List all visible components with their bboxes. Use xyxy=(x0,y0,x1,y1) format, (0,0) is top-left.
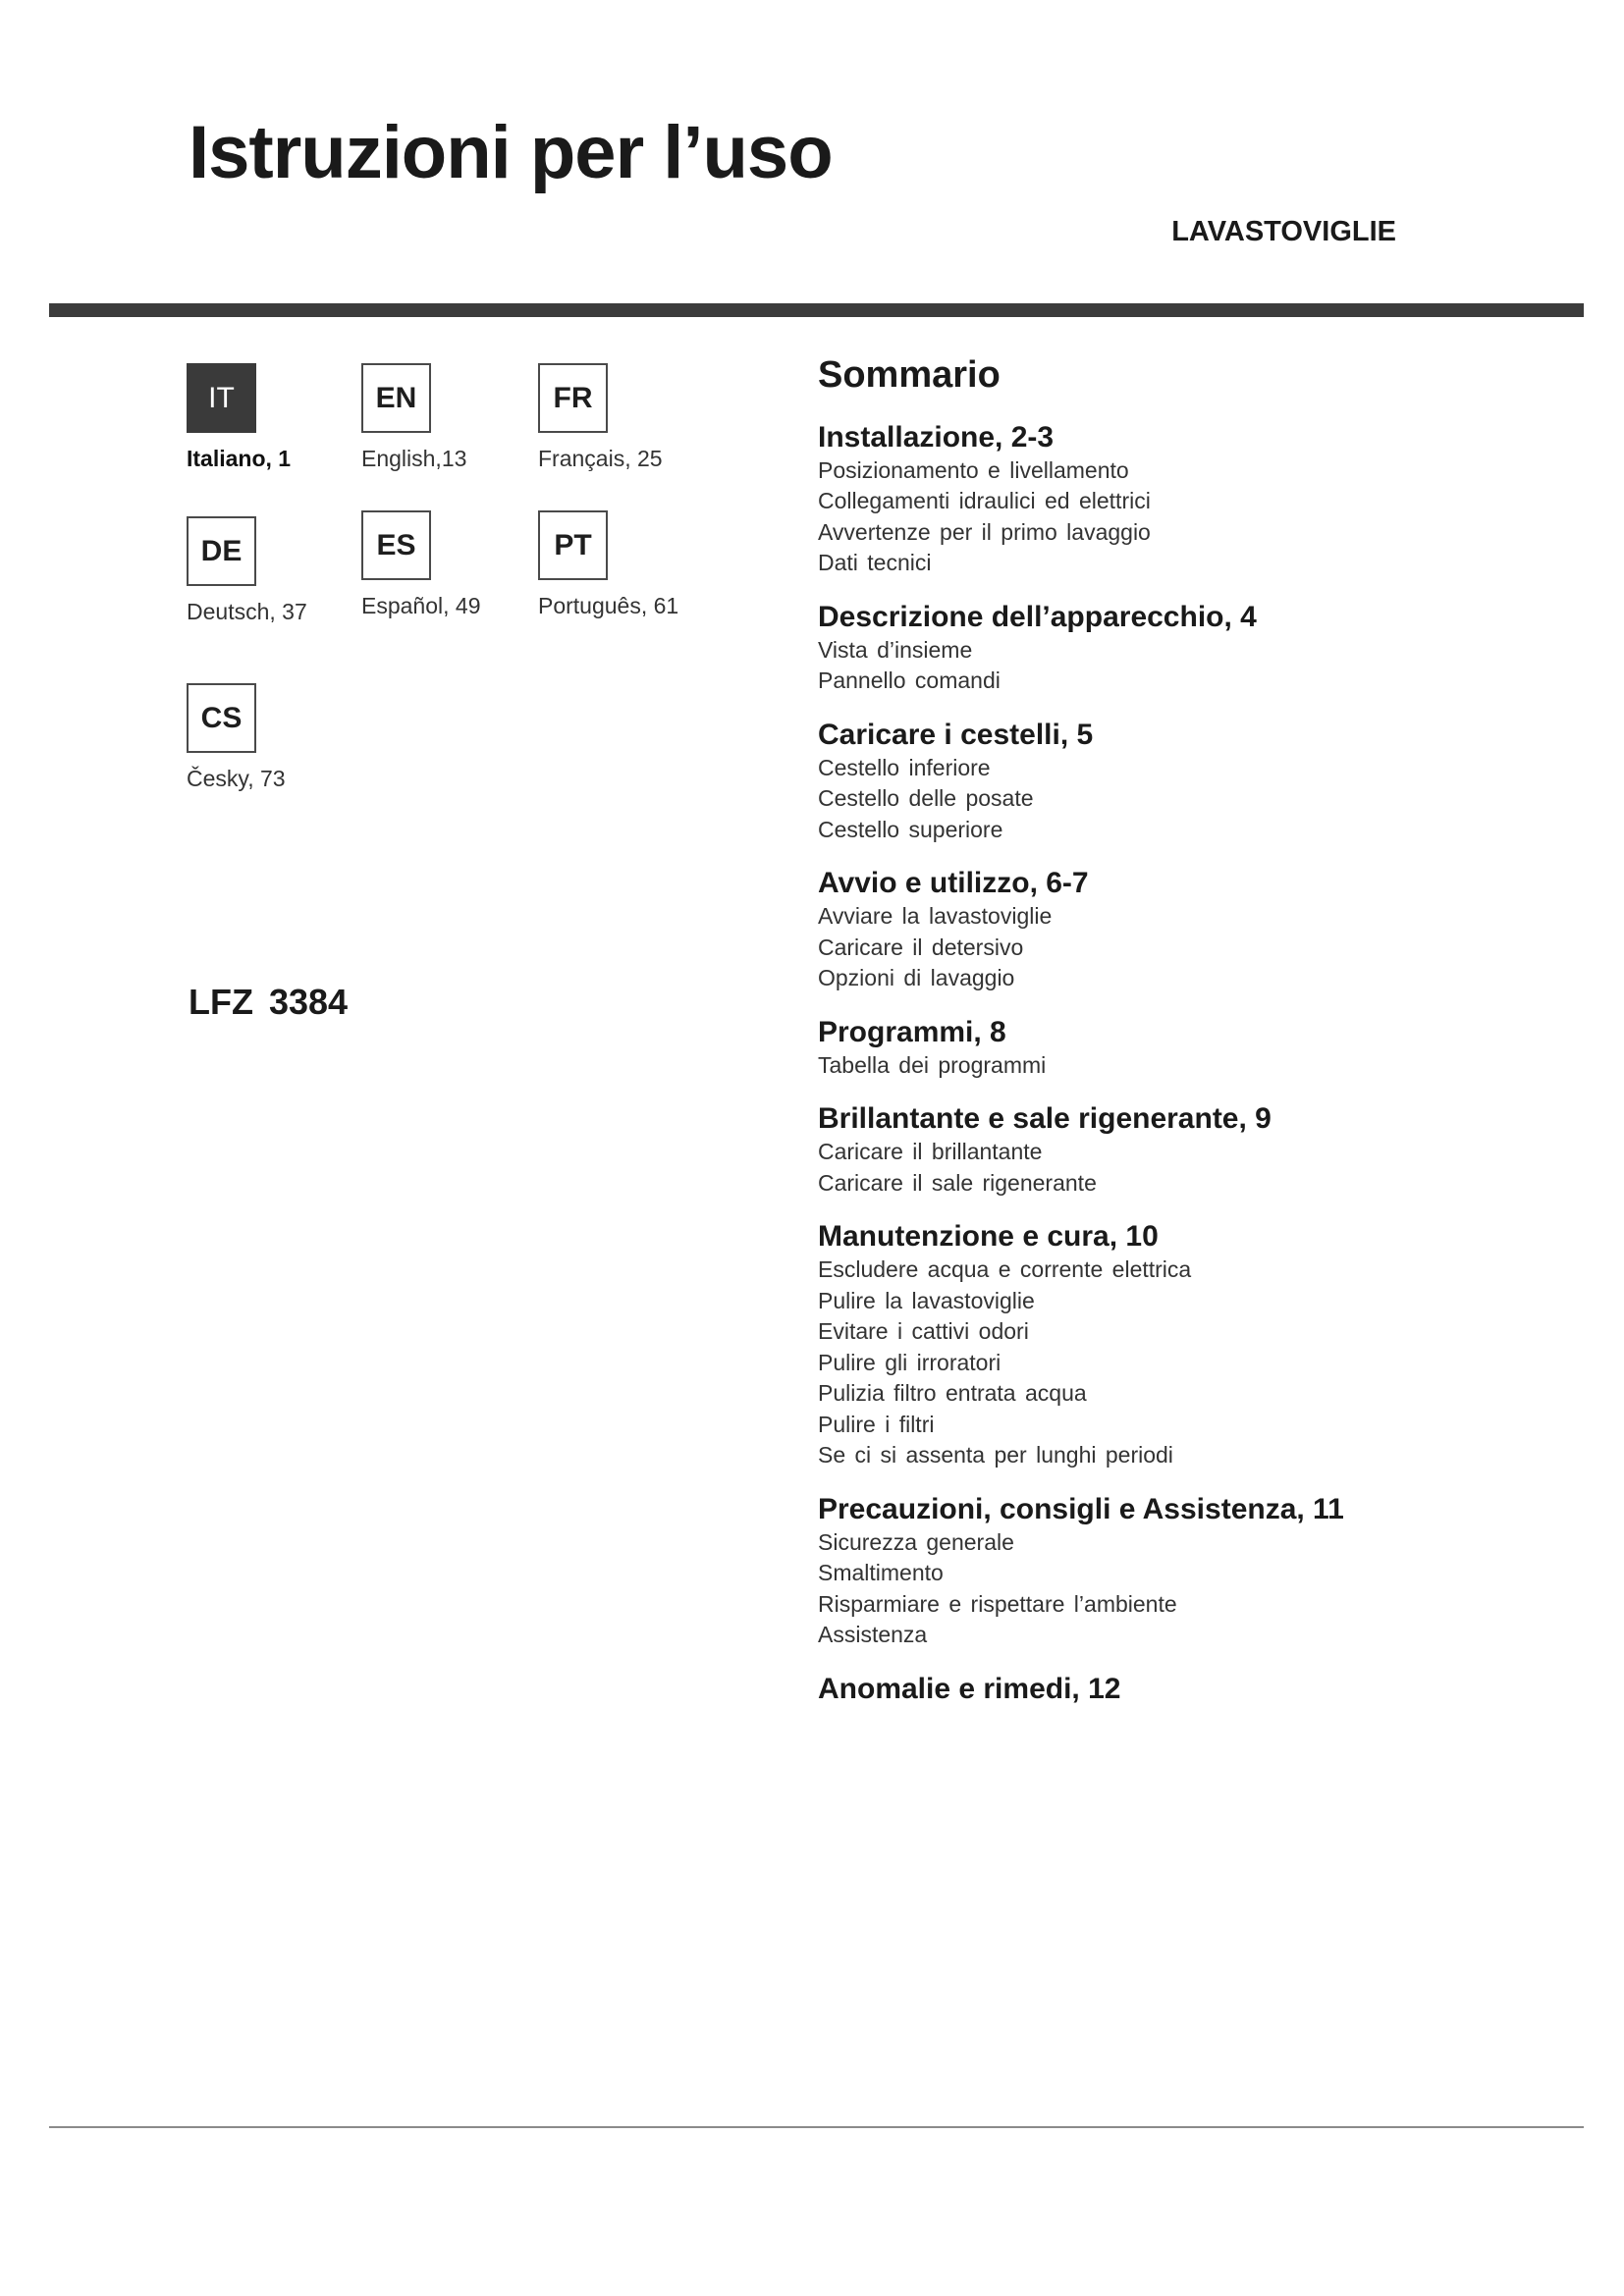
language-code-fr[interactable]: FR xyxy=(538,363,608,433)
toc-heading: Sommario xyxy=(818,354,1001,396)
language-cs[interactable] xyxy=(187,683,286,792)
toc-item[interactable]: Caricare il sale rigenerante xyxy=(818,1169,1097,1196)
toc-item[interactable]: Cestello delle posate xyxy=(818,785,1034,812)
toc-section xyxy=(818,1015,1505,1082)
language-de[interactable] xyxy=(187,516,307,625)
language-code-it[interactable]: IT xyxy=(187,363,256,433)
toc-item[interactable]: Assistenza xyxy=(818,1622,928,1648)
toc-item[interactable]: Smaltimento xyxy=(818,1560,944,1586)
toc-section-title[interactable]: Precauzioni, consigli e Assistenza, 11 xyxy=(818,1492,1344,1525)
page-title: Istruzioni per l’uso xyxy=(189,111,833,194)
toc-section xyxy=(818,866,1505,994)
toc-section-title[interactable]: Programmi, 8 xyxy=(818,1015,1006,1048)
language-en[interactable] xyxy=(361,363,466,472)
toc-item[interactable]: Evitare i cattivi odori xyxy=(818,1318,1029,1345)
table-of-contents xyxy=(818,355,1505,1728)
toc-section-title[interactable]: Caricare i cestelli, 5 xyxy=(818,718,1094,751)
language-code-en[interactable]: EN xyxy=(361,363,431,433)
language-code-de[interactable]: DE xyxy=(187,516,256,586)
toc-section xyxy=(818,1219,1505,1471)
toc-item[interactable]: Dati tecnici xyxy=(818,550,932,576)
toc-item[interactable]: Pulire gli irroratori xyxy=(818,1349,1001,1375)
toc-section xyxy=(818,718,1505,846)
toc-section-title[interactable]: Manutenzione e cura, 10 xyxy=(818,1220,1159,1254)
toc-item[interactable]: Escludere acqua e corrente elettrica xyxy=(818,1256,1192,1283)
toc-section-title[interactable]: Installazione, 2-3 xyxy=(818,420,1055,454)
toc-item[interactable]: Cestello superiore xyxy=(818,816,1003,842)
toc-section xyxy=(818,1101,1505,1199)
toc-section-title[interactable]: Anomalie e rimedi, 12 xyxy=(818,1672,1121,1705)
toc-item[interactable]: Collegamenti idraulici ed elettrici xyxy=(818,488,1151,514)
toc-item[interactable]: Risparmiare e rispettare l’ambiente xyxy=(818,1590,1177,1617)
toc-item[interactable]: Opzioni di lavaggio xyxy=(818,965,1015,991)
language-fr[interactable] xyxy=(538,363,663,472)
language-label-cs: Česky, 73 xyxy=(187,766,286,791)
toc-section-title[interactable]: Descrizione dell’apparecchio, 4 xyxy=(818,600,1257,633)
toc-section xyxy=(818,600,1505,697)
language-es[interactable] xyxy=(361,510,480,619)
toc-section-title[interactable]: Avvio e utilizzo, 6-7 xyxy=(818,867,1089,900)
toc-sections xyxy=(818,420,1505,1707)
toc-item[interactable]: Pulire i filtri xyxy=(818,1411,935,1437)
bottom-divider xyxy=(49,2126,1584,2128)
language-label-en: English,13 xyxy=(361,446,467,471)
toc-item[interactable]: Caricare il detersivo xyxy=(818,934,1024,960)
language-label-it: Italiano, 1 xyxy=(187,446,292,471)
language-label-de: Deutsch, 37 xyxy=(187,599,307,624)
language-code-cs[interactable]: CS xyxy=(187,683,256,753)
language-label-fr: Français, 25 xyxy=(538,446,663,471)
language-label-pt: Português, 61 xyxy=(538,593,679,618)
language-code-es[interactable]: ES xyxy=(361,510,431,580)
toc-item[interactable]: Sicurezza generale xyxy=(818,1528,1014,1555)
model-number: LFZ 3384 xyxy=(189,982,349,1022)
toc-section xyxy=(818,1492,1505,1651)
toc-section xyxy=(818,1672,1505,1707)
toc-item[interactable]: Avvertenze per il primo lavaggio xyxy=(818,518,1151,545)
product-category: LAVASTOVIGLIE xyxy=(1171,216,1396,247)
toc-item[interactable]: Tabella dei programmi xyxy=(818,1051,1047,1078)
toc-item[interactable]: Vista d’insieme xyxy=(818,636,973,663)
toc-item[interactable]: Posizionamento e livellamento xyxy=(818,456,1129,483)
language-pt[interactable] xyxy=(538,510,678,619)
toc-item[interactable]: Pannello comandi xyxy=(818,667,1001,694)
language-code-pt[interactable]: PT xyxy=(538,510,608,580)
toc-item[interactable]: Se ci si assenta per lunghi periodi xyxy=(818,1442,1173,1468)
toc-item[interactable]: Pulizia filtro entrata acqua xyxy=(818,1380,1087,1407)
toc-section xyxy=(818,420,1505,579)
toc-item[interactable]: Cestello inferiore xyxy=(818,754,991,780)
toc-section-title[interactable]: Brillantante e sale rigenerante, 9 xyxy=(818,1102,1272,1136)
toc-item[interactable]: Pulire la lavastoviglie xyxy=(818,1287,1035,1313)
language-it[interactable] xyxy=(187,363,291,472)
toc-item[interactable]: Caricare il brillantante xyxy=(818,1139,1043,1165)
language-label-es: Español, 49 xyxy=(361,593,481,618)
top-divider xyxy=(49,303,1584,317)
toc-item[interactable]: Avviare la lavastoviglie xyxy=(818,903,1053,930)
